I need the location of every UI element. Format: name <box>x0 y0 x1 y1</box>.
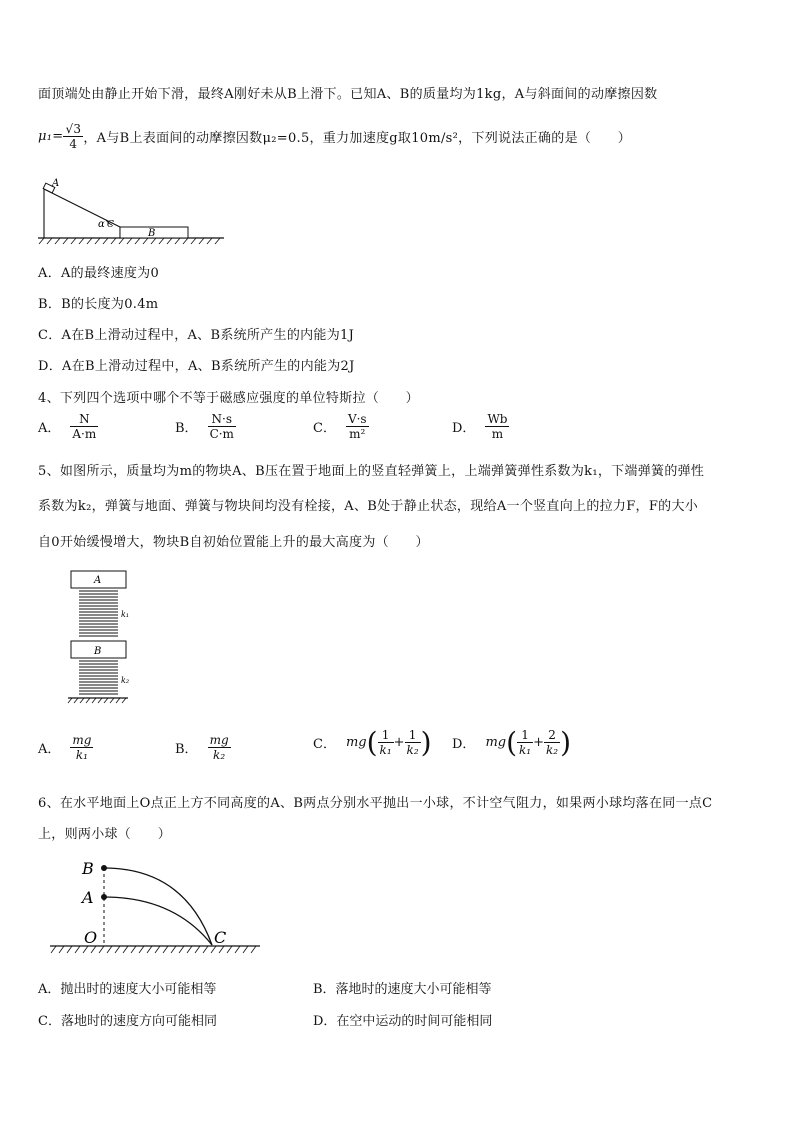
q5-option-d-frac1-den: k₁ <box>519 743 532 757</box>
q3-fig-label-alpha: α <box>98 219 105 230</box>
q3-incline-figure <box>36 175 226 247</box>
q4-option-c-letter: C． <box>313 421 336 436</box>
q5-option-c-frac1 <box>378 728 394 757</box>
q4-option-c-den: m² <box>349 427 366 441</box>
q3-mu1-prefix: μ₁= <box>38 129 64 144</box>
q5-fig-block-b: B <box>94 646 102 657</box>
q6-stem-line2: 上，则两小球（ ） <box>38 827 172 842</box>
q6-fig-label-c: C <box>214 928 227 947</box>
q4-option-b-den: C·m <box>209 427 234 441</box>
q5-stem-line1: 5、如图所示，质量均为m的物块A、B压在置于地面上的竖直轻弹簧上，上端弹簧弹性系数为k₁，下端弹簧的弹性 <box>38 464 705 479</box>
q4-option-d-num: Wb <box>487 412 508 426</box>
q3-mu1-denominator: 4 <box>69 137 78 151</box>
q5-option-c-letter: C． <box>313 737 336 752</box>
q4-option-b <box>175 412 236 441</box>
q3-option-c: C．A在B上滑动过程中，A、B系统所产生的内能为1J <box>38 328 355 343</box>
q4-option-c-fraction <box>346 412 369 441</box>
q5-fig-k2: k₂ <box>121 676 130 685</box>
q5-option-a-letter: A． <box>38 742 61 757</box>
q5-option-a <box>38 733 93 762</box>
q5-option-a-fraction <box>70 733 93 762</box>
q5-option-c-frac2-den: k₂ <box>406 743 419 757</box>
q3-fig-label-c: C <box>107 220 114 230</box>
q3-stem-line2-rest: ，A与B上表面间的动摩擦因数μ₂=0.5，重力加速度g取10m/s²，下列说法正确的是（ ） <box>83 131 632 146</box>
q5-option-c: C． mg ( $\frac{1}{\text{k₁}}$ + $\frac{1}{\text{k₂}}$ ) <box>313 725 432 759</box>
q4-option-d-letter: D． <box>452 421 476 436</box>
q5-option-b-letter: B． <box>175 742 198 757</box>
q4-option-b-num: N·s <box>211 412 232 426</box>
q5-option-d-frac2-den: k₂ <box>546 743 559 757</box>
q5-spring-figure <box>66 566 146 706</box>
q5-option-c-plus: + <box>393 735 405 750</box>
q3-mu1-fraction <box>63 122 83 151</box>
q4-option-a-fraction <box>70 412 98 441</box>
q3-option-d: D．A在B上滑动过程中，A、B系统所产生的内能为2J <box>38 359 355 374</box>
q6-fig-label-b: B <box>82 859 94 878</box>
q3-option-a: A．A的最终速度为0 <box>38 266 160 281</box>
q3-stem-line1: 面顶端处由静止开始下滑，最终A刚好未从B上滑下。已知A、B的质量均为1kg，A与斜面间的动摩擦因数 <box>38 87 658 102</box>
q4-option-b-fraction <box>208 412 236 441</box>
q5-option-d-frac1 <box>517 728 533 757</box>
q6-fig-label-a: A <box>82 888 94 907</box>
q5-option-a-den: k₁ <box>75 748 88 762</box>
q5-option-b <box>175 733 231 762</box>
q4-option-b-letter: B． <box>175 421 198 436</box>
q4-option-d <box>452 412 509 441</box>
q5-option-b-fraction <box>208 733 231 762</box>
q4-option-c-num: V·s <box>347 412 367 426</box>
q5-option-d-frac2-num: 2 <box>548 728 556 742</box>
q4-option-a-den: A·m <box>72 427 97 441</box>
q3-mu1-numerator: √3 <box>65 122 82 136</box>
q5-fig-k1: k₁ <box>121 610 130 619</box>
q5-option-b-num: mg <box>209 733 229 747</box>
q5-option-d-letter: D． <box>452 737 476 752</box>
q6-option-a: A．抛出时的速度大小可能相等 <box>38 982 217 997</box>
q5-option-c-frac1-num: 1 <box>381 728 390 742</box>
q5-option-d-plus: + <box>533 735 545 750</box>
q5-stem-line3: 自0开始缓慢增大，物块B自初始位置能上升的最大高度为（ ） <box>38 535 429 550</box>
q3-option-b: B．B的长度为0.4m <box>38 297 159 312</box>
q5-option-c-frac2 <box>405 728 421 757</box>
q5-option-d-mg: mg <box>485 735 507 750</box>
q5-option-d-frac1-num: 1 <box>521 728 529 742</box>
q4-option-a <box>38 412 98 441</box>
q4-option-a-letter: A． <box>38 421 61 436</box>
q3-fig-label-a: A <box>52 178 60 189</box>
q6-projectile-figure <box>44 852 266 962</box>
q6-option-d: D．在空中运动的时间可能相同 <box>313 1014 493 1029</box>
q3-stem-line2 <box>38 122 631 151</box>
q5-option-c-mg: mg <box>345 735 367 750</box>
q5-option-d-frac2 <box>544 728 560 757</box>
q5-stem-line2: 系数为k₂，弹簧与地面、弹簧与物块间均没有栓接，A、B处于静止状态，现给A一个竖直向上的拉力F，F的大小 <box>38 499 699 514</box>
q5-option-c-frac1-den: k₁ <box>379 743 392 757</box>
q5-option-a-num: mg <box>72 733 92 747</box>
q5-option-b-den: k₂ <box>213 748 226 762</box>
q6-stem-line1: 6、在水平地面上O点正上方不同高度的A、B两点分别水平抛出一小球，不计空气阻力，如果两小球均落在同一点C <box>38 796 713 811</box>
q3-fig-label-b: B <box>148 228 156 239</box>
q5-option-c-frac2-num: 1 <box>408 728 417 742</box>
q5-fig-block-a: A <box>94 575 102 586</box>
q4-option-a-num: N <box>79 412 90 426</box>
q6-option-b: B．落地时的速度大小可能相等 <box>313 982 492 997</box>
q5-option-d: D． mg ( $\frac{1}{\text{k₁}}$ + $\frac{2}{\text{k₂}}$ ) <box>452 725 572 759</box>
q4-stem: 4、下列四个选项中哪个不等于磁感应强度的单位特斯拉（ ） <box>38 391 419 406</box>
q4-option-d-fraction <box>485 412 509 441</box>
q6-option-c: C．落地时的速度方向可能相同 <box>38 1014 217 1029</box>
q6-fig-label-o: O <box>84 928 98 947</box>
q4-option-c <box>313 412 369 441</box>
q4-option-d-den: m <box>491 427 504 441</box>
